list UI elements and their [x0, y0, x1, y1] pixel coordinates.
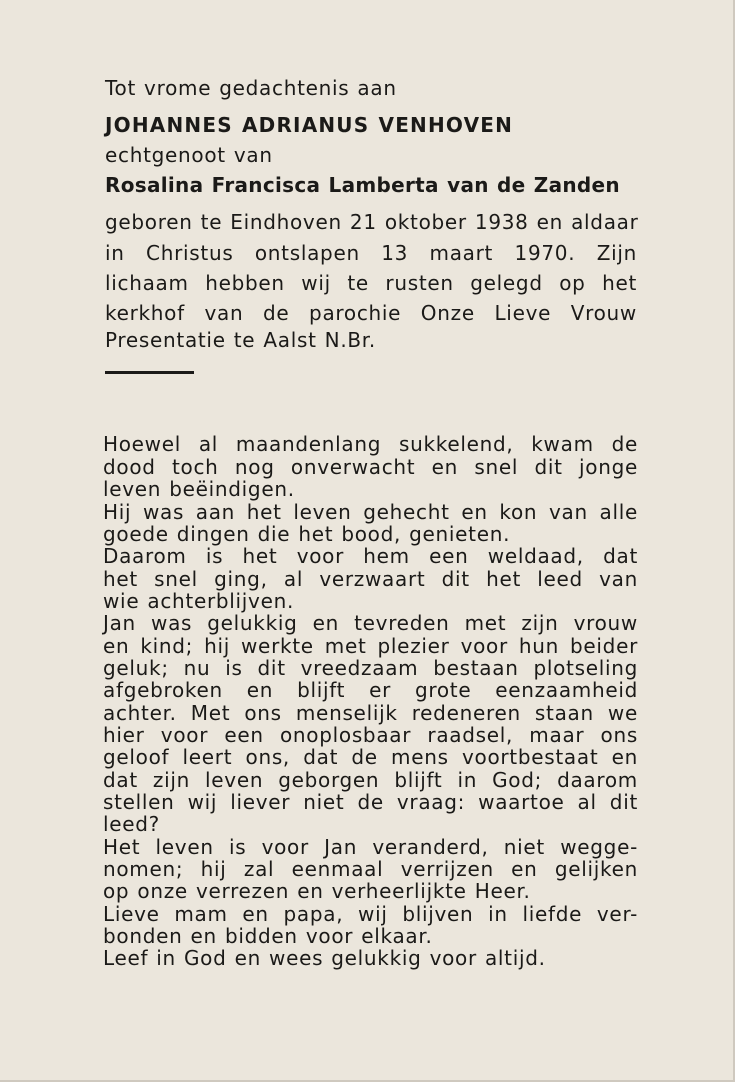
- biography-line: lichaam hebben wij te rusten gelegd op het: [105, 271, 637, 295]
- biography-line: Presentatie te Aalst N.Br.: [105, 328, 376, 352]
- text-line: hier voor een onoplosbaar raadsel, maar ons: [103, 723, 638, 747]
- text-line: op onze verrezen en verheerlijkte Heer.: [103, 879, 531, 903]
- biography-line: geboren te Eindhoven 21 oktober 1938 en aldaar: [105, 210, 639, 234]
- text-line: Het leven is voor Jan veranderd, niet wegge-: [103, 835, 638, 859]
- intro-line: Tot vrome gedachtenis aan: [105, 76, 397, 100]
- text-line: Jan was gelukkig en tevreden met zijn vrouw: [103, 611, 638, 635]
- text-line: Lieve mam en papa, wij blijven in liefde ver-: [103, 902, 638, 926]
- biography-line: kerkhof van de parochie Onze Lieve Vrouw: [105, 301, 637, 325]
- text-line: dat zijn leven geborgen blijft in God; daarom: [103, 768, 638, 792]
- divider-rule: [105, 371, 194, 374]
- text-line: geluk; nu is dit vreedzaam bestaan plotseling: [103, 656, 638, 680]
- text-line: Hij was aan het leven gehecht en kon van alle: [103, 500, 638, 524]
- text-line: dood toch nog onverwacht en snel dit jonge: [103, 455, 638, 479]
- text-line: geloof leert ons, dat de mens voortbestaat en: [103, 745, 638, 769]
- text-line: nomen; hij zal eenmaal verrijzen en gelijken: [103, 857, 638, 881]
- text-line: leed?: [103, 812, 160, 836]
- text-line: stellen wij liever niet de vraag: waartoe al dit: [103, 790, 638, 814]
- text-line: wie achterblijven.: [103, 589, 295, 613]
- text-line: bonden en bidden voor elkaar.: [103, 924, 433, 948]
- text-line: leven beëindigen.: [103, 477, 295, 501]
- text-line: Daarom is het voor hem een weldaad, dat: [103, 544, 638, 568]
- relation-line: echtgenoot van: [105, 143, 273, 167]
- text-line: goede dingen die het bood, genieten.: [103, 522, 511, 546]
- biography-line: in Christus ontslapen 13 maart 1970. Zijn: [105, 241, 637, 265]
- text-line: Leef in God en wees gelukkig voor altijd.: [103, 946, 546, 970]
- deceased-name: JOHANNES ADRIANUS VENHOVEN: [105, 113, 514, 137]
- text-line: afgebroken en blijft er grote eenzaamheid: [103, 678, 638, 702]
- spouse-name: Rosalina Francisca Lamberta van de Zanden: [105, 173, 620, 197]
- text-line: Hoewel al maandenlang sukkelend, kwam de: [103, 432, 638, 456]
- text-line: het snel ging, al verzwaart dit het leed van: [103, 567, 638, 591]
- text-line: en kind; hij werkte met plezier voor hun beider: [103, 634, 638, 658]
- text-line: achter. Met ons menselijk redeneren staan we: [103, 701, 638, 725]
